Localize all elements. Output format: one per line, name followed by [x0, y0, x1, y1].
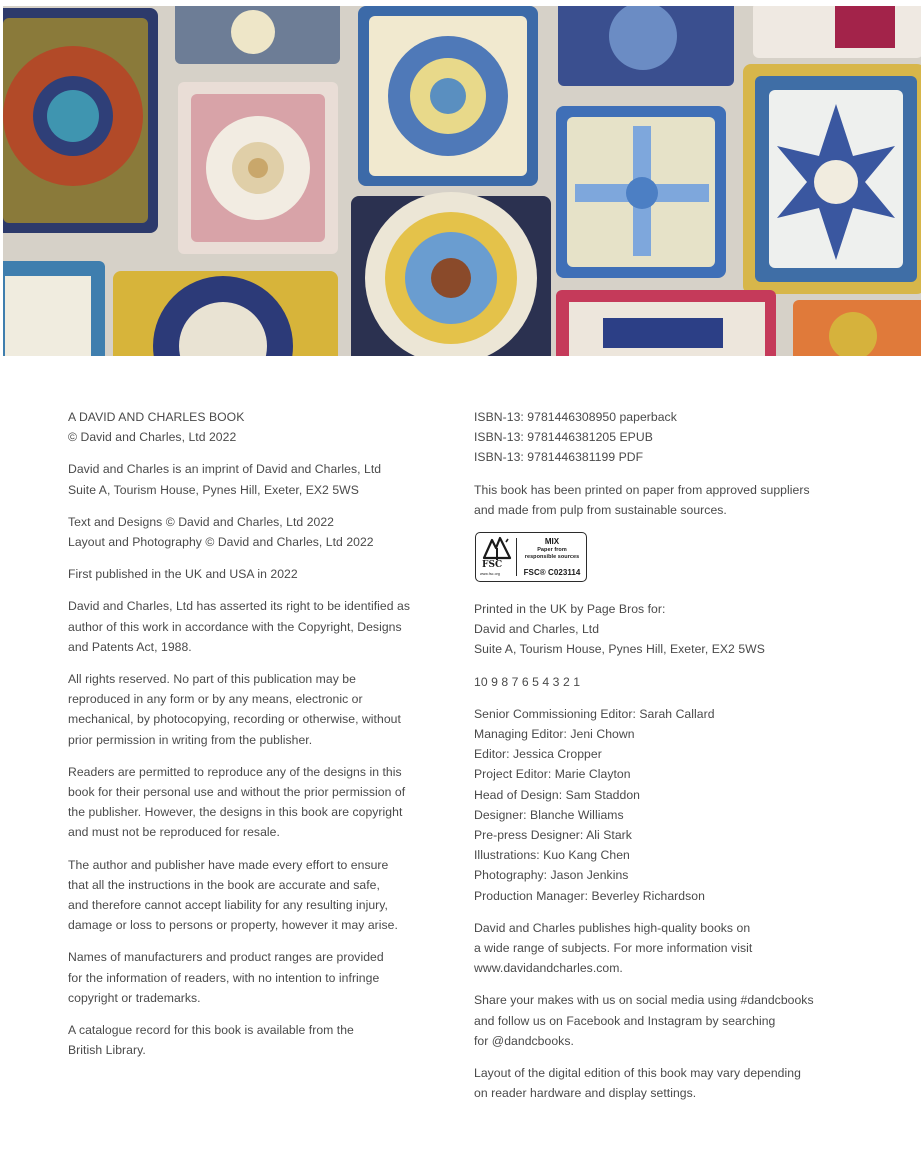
- text-line: A catalogue record for this book is available from the: [68, 1023, 354, 1038]
- text-line: www.davidandcharles.com.: [474, 961, 623, 976]
- isbn-block: [474, 407, 874, 468]
- credit-line: Project Editor: Marie Clayton: [474, 767, 631, 782]
- credit-line: Production Manager: Beverley Richardson: [474, 888, 705, 903]
- text-line: Layout of the digital edition of this book may vary depending: [474, 1066, 801, 1081]
- fsc-mix-title: MIX: [544, 537, 560, 547]
- fsc-website: www.fsc.org: [480, 572, 500, 577]
- text-line: book for their personal use and without the prior permission of: [68, 785, 406, 800]
- text-line: the publisher. However, the designs in this book are copyright: [68, 805, 403, 820]
- credit-line: Senior Commissioning Editor: Sarah Callard: [474, 706, 715, 721]
- copyright-right-column: [474, 407, 874, 1115]
- text-line: Layout and Photography © David and Charles, Ltd 2022: [68, 535, 374, 550]
- fsc-divider: [516, 538, 517, 576]
- text-line: Printed in the UK by Page Bros for:: [474, 602, 666, 617]
- printer-block: [474, 599, 874, 660]
- digital-layout-note-block: [474, 1063, 874, 1103]
- text-line: and follow us on Facebook and Instagram by searching: [474, 1013, 776, 1028]
- text-line: prior permission in writing from the publisher.: [68, 732, 313, 747]
- isbn-line: ISBN-13: 9781446381199 PDF: [474, 450, 644, 465]
- fsc-license-code: FSC® C023114: [523, 568, 581, 578]
- text-line: that all the instructions in the book are accurate and safe,: [68, 877, 380, 892]
- first-published-block: [68, 564, 458, 584]
- text-line: and Patents Act, 1988.: [68, 639, 192, 654]
- text-line: Readers are permitted to reproduce any of the designs in this: [68, 764, 402, 779]
- text-line: First published in the UK and USA in 2022: [68, 567, 298, 582]
- text-line: © David and Charles, Ltd 2022: [68, 430, 237, 445]
- credit-line: Designer: Blanche Williams: [474, 807, 624, 822]
- credit-line: Head of Design: Sam Staddon: [474, 787, 640, 802]
- text-line: on reader hardware and display settings.: [474, 1086, 697, 1101]
- text-line: a wide range of subjects. For more information visit: [474, 941, 753, 956]
- text-line: author of this work in accordance with the Copyright, Designs: [68, 619, 402, 634]
- text-line: All rights reserved. No part of this publication may be: [68, 672, 356, 687]
- text-line: Text and Designs © David and Charles, Ltd 2022: [68, 514, 335, 529]
- text-line: David and Charles, Ltd has asserted its right to be identified as: [68, 599, 410, 614]
- text-line: The author and publisher have made every effort to ensure: [68, 857, 389, 872]
- paper-source-block: [474, 480, 874, 520]
- fsc-mix-label: [475, 532, 587, 582]
- reproduction-permission-block: [68, 762, 458, 843]
- liability-disclaimer-block: [68, 855, 458, 936]
- text-line: British Library.: [68, 1043, 146, 1058]
- trademarks-block: [68, 947, 458, 1008]
- text-line: for the information of readers, with no intention to infringe: [68, 970, 380, 985]
- crochet-squares-photo: [3, 6, 921, 356]
- credit-line: Photography: Jason Jenkins: [474, 868, 629, 883]
- text-line: David and Charles, Ltd: [474, 622, 600, 637]
- credit-line: Illustrations: Kuo Kang Chen: [474, 848, 630, 863]
- text-line: mechanical, by photocopying, recording or otherwise, without: [68, 712, 401, 727]
- text-line: and therefore cannot accept liability for any resulting injury,: [68, 898, 388, 913]
- print-line-block: [474, 672, 874, 692]
- text-line: David and Charles publishes high-quality books on: [474, 920, 751, 935]
- text-line: This book has been printed on paper from approved suppliers: [474, 482, 810, 497]
- text-line: Names of manufacturers and product ranges are provided: [68, 950, 384, 965]
- publisher-info-block: [474, 918, 874, 979]
- fsc-sub-line: Paper from: [537, 547, 567, 554]
- isbn-line: ISBN-13: 9781446308950 paperback: [474, 410, 677, 424]
- author-rights-block: [68, 596, 458, 657]
- fsc-mix-subtitle: [520, 547, 584, 560]
- text-line: copyright or trademarks.: [68, 990, 201, 1005]
- credit-line: Editor: Jessica Cropper: [474, 747, 602, 762]
- text-line: David and Charles is an imprint of David and Charles, Ltd: [68, 462, 382, 477]
- fsc-text: FSC: [482, 560, 503, 571]
- text-line: damage or loss to persons or property, however it may arise.: [68, 918, 398, 933]
- fsc-sub-line: responsible sources: [524, 553, 580, 560]
- text-line: Share your makes with us on social media using #dandcbooks: [474, 993, 814, 1008]
- text-line: reproduced in any form or by any means, electronic or: [68, 692, 363, 707]
- credits-block: [474, 704, 874, 906]
- copyright-notice-block: [68, 512, 458, 552]
- social-media-block: [474, 990, 874, 1051]
- credit-line: Managing Editor: Jeni Chown: [474, 727, 635, 742]
- text-line: Suite A, Tourism House, Pynes Hill, Exeter, EX2 5WS: [474, 642, 765, 657]
- text-line: A DAVID AND CHARLES BOOK: [68, 410, 245, 424]
- imprint-address-block: [68, 459, 458, 499]
- imprint-heading-block: [68, 407, 458, 447]
- rights-reserved-block: [68, 669, 458, 750]
- text-line: and made from pulp from sustainable sources.: [474, 502, 727, 517]
- isbn-line: ISBN-13: 9781446381205 EPUB: [474, 430, 653, 445]
- catalogue-record-block: [68, 1020, 458, 1060]
- copyright-left-column: [68, 407, 458, 1072]
- text-line: for @dandcbooks.: [474, 1033, 574, 1048]
- text-line: Suite A, Tourism House, Pynes Hill, Exeter, EX2 5WS: [68, 482, 359, 497]
- text-line: and must not be reproduced for resale.: [68, 825, 280, 840]
- print-number-line: 10 9 8 7 6 5 4 3 2 1: [474, 674, 581, 689]
- credit-line: Pre-press Designer: Ali Stark: [474, 828, 632, 843]
